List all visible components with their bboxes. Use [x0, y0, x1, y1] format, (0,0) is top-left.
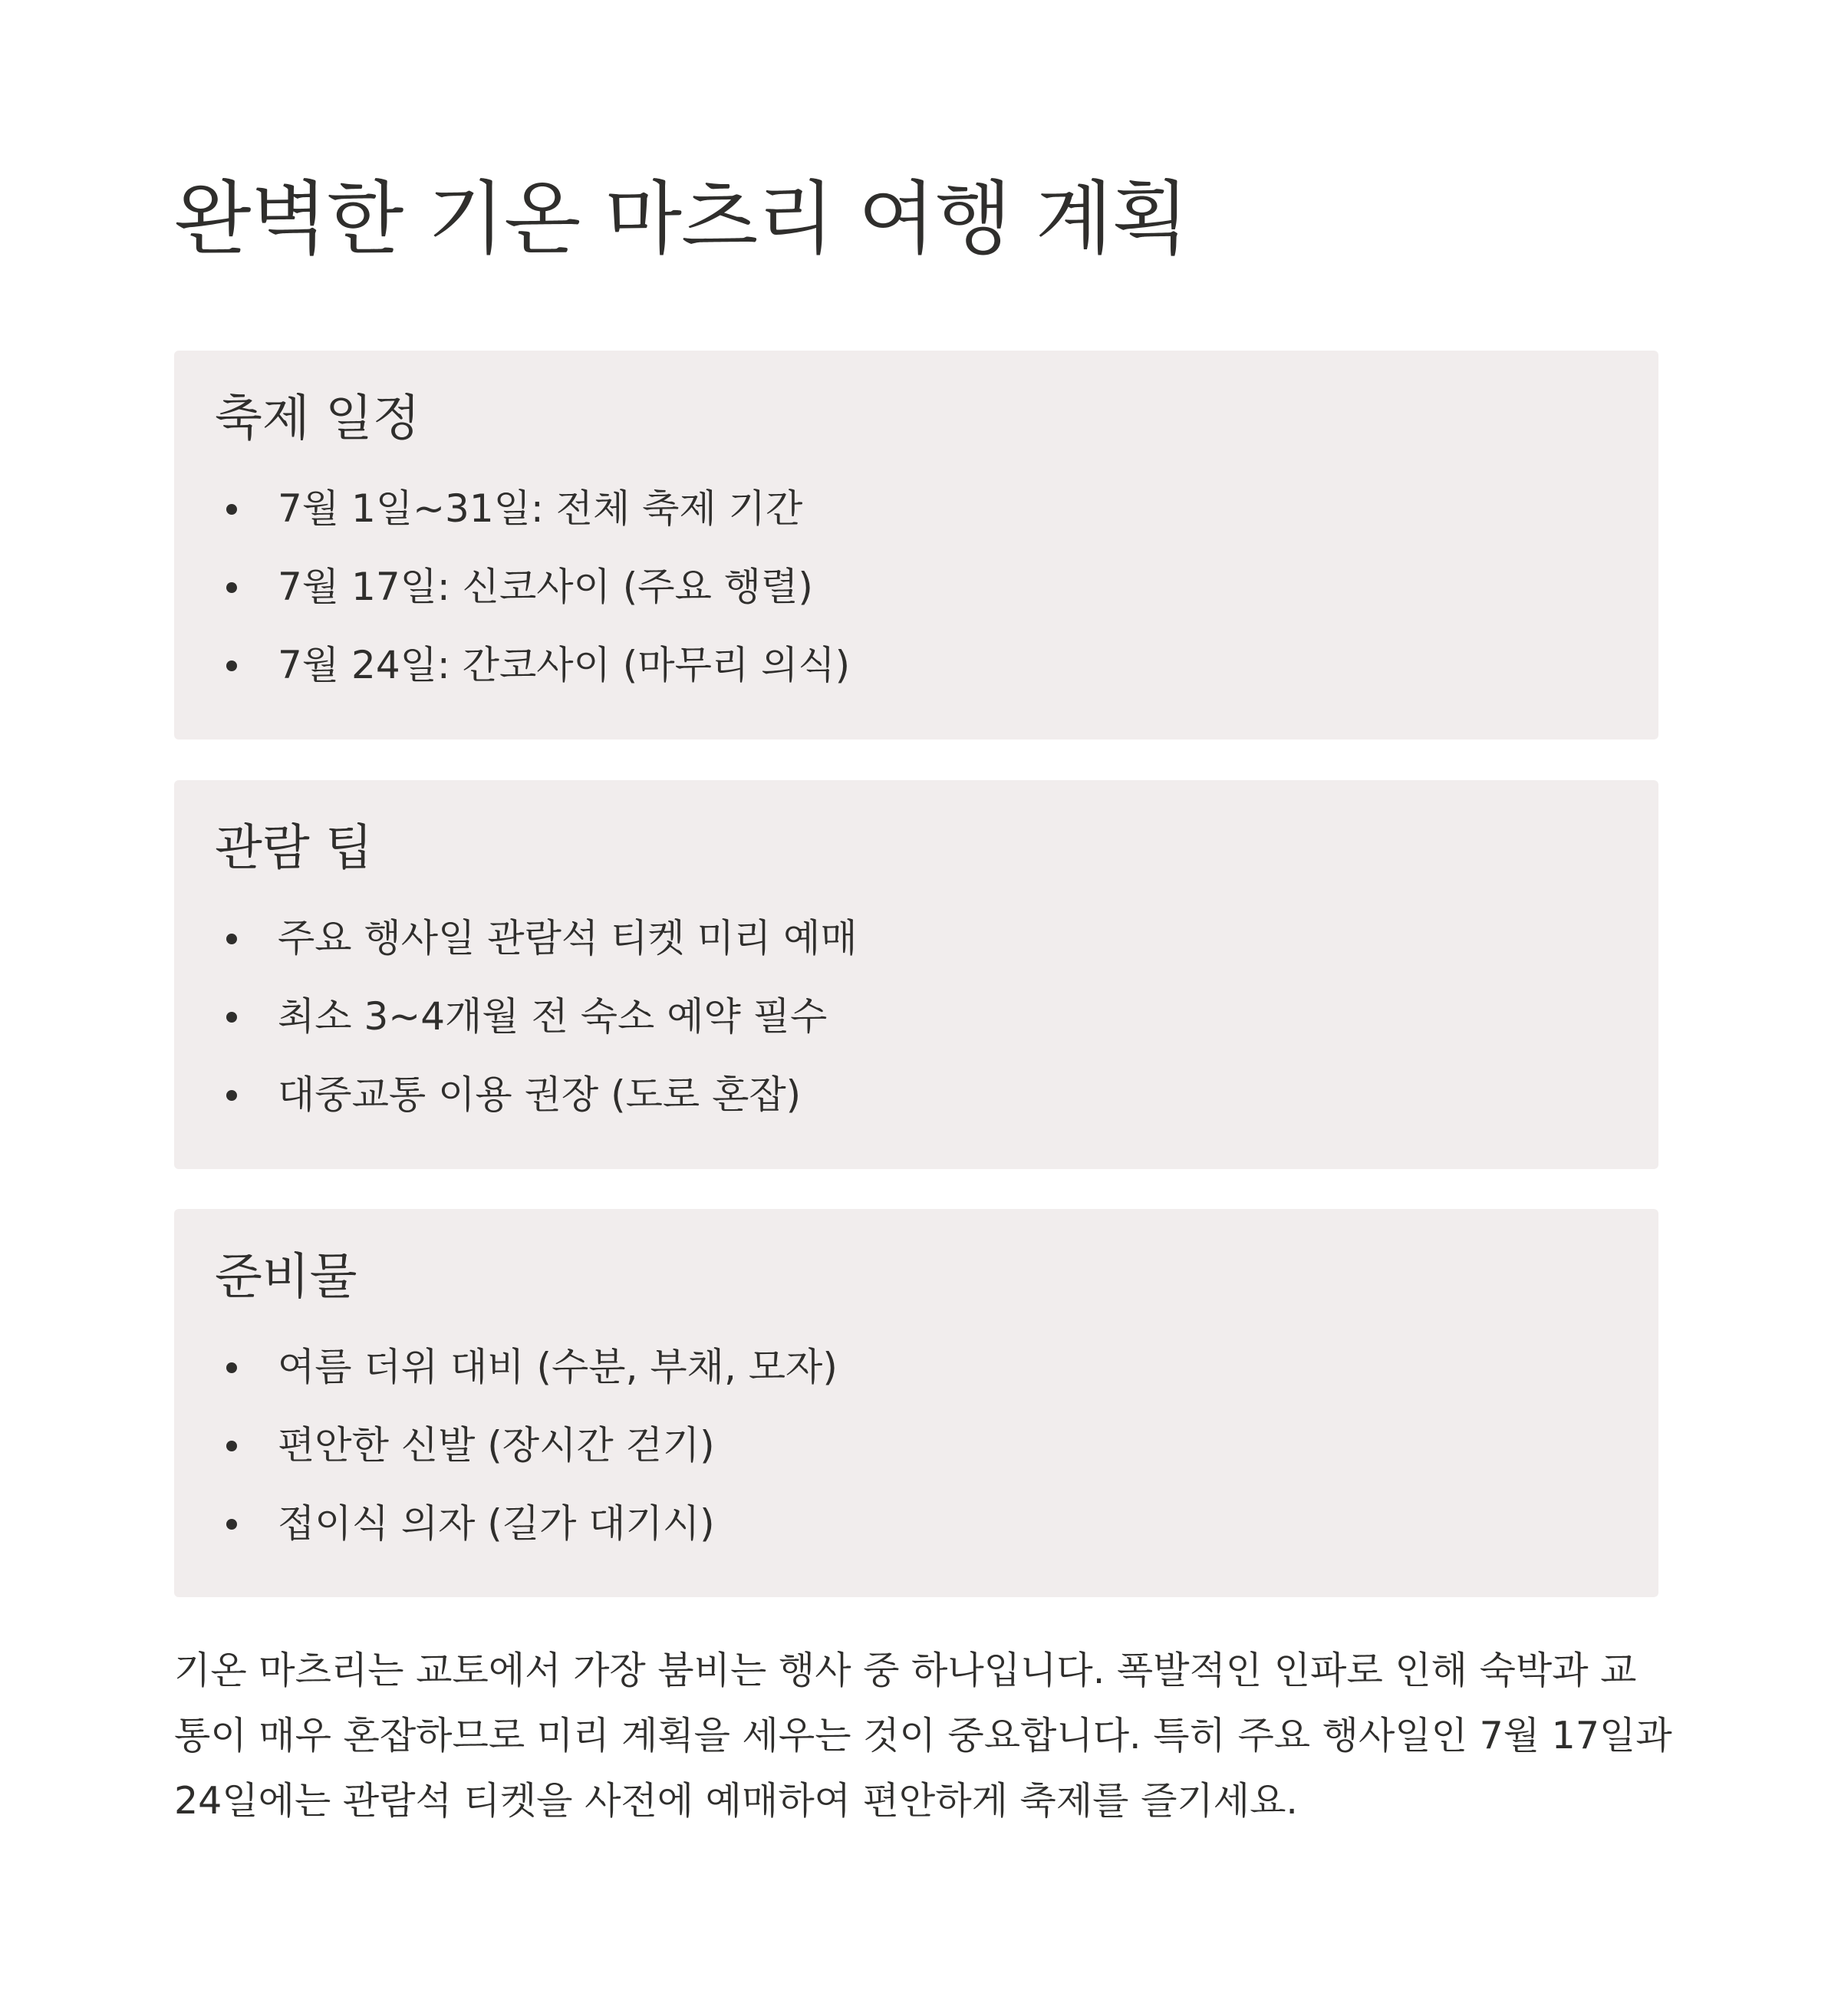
bullet-icon: [226, 582, 237, 593]
festival-schedule-card: [174, 351, 1658, 740]
list-item-text: 주요 행사일 관람석 티켓 미리 예매: [278, 916, 858, 960]
summary-line: 기온 마츠리는 교토에서 가장 붐비는 행사 중 하나입니다. 폭발적인 인파로 인해 숙박과 교: [174, 1649, 1637, 1692]
bullet-icon: [226, 504, 237, 515]
summary-paragraph: [174, 1638, 1678, 1833]
list-item-text: 편안한 신발 (장시간 걷기): [278, 1423, 715, 1468]
bullet-icon: [226, 660, 237, 671]
packing-list-heading: 준비물: [215, 1249, 357, 1306]
list-item-text: 7월 17일: 신코사이 (주요 행렬): [278, 565, 813, 609]
list-item-text: 여름 더위 대비 (수분, 부채, 모자): [278, 1345, 838, 1389]
list-item-text: 최소 3~4개월 전 숙소 예약 필수: [278, 994, 828, 1039]
list-item-text: 7월 1일~31일: 전체 축제 기간: [278, 486, 803, 531]
bullet-icon: [226, 1090, 237, 1101]
bullet-icon: [226, 1012, 237, 1023]
packing-list-card: [174, 1209, 1658, 1597]
viewing-tips-heading: 관람 팁: [215, 820, 373, 877]
festival-schedule-heading: 축제 일정: [215, 390, 420, 447]
bullet-icon: [226, 1519, 237, 1530]
summary-line: 통이 매우 혼잡하므로 미리 계획을 세우는 것이 중요합니다. 특히 주요 행사일인 7월 17일과: [174, 1714, 1672, 1757]
bullet-icon: [226, 1362, 237, 1373]
summary-line: 24일에는 관람석 티켓을 사전에 예매하여 편안하게 축제를 즐기세요.: [174, 1779, 1298, 1823]
bullet-icon: [226, 934, 237, 944]
list-item-text: 대중교통 이용 권장 (도로 혼잡): [278, 1072, 802, 1117]
bullet-icon: [226, 1441, 237, 1451]
page-title: 완벽한 기온 마츠리 여행 계획: [174, 172, 1188, 265]
list-item-text: 접이식 의자 (길가 대기시): [278, 1501, 715, 1546]
viewing-tips-card: [174, 780, 1658, 1169]
list-item-text: 7월 24일: 간코사이 (마무리 의식): [278, 643, 851, 687]
